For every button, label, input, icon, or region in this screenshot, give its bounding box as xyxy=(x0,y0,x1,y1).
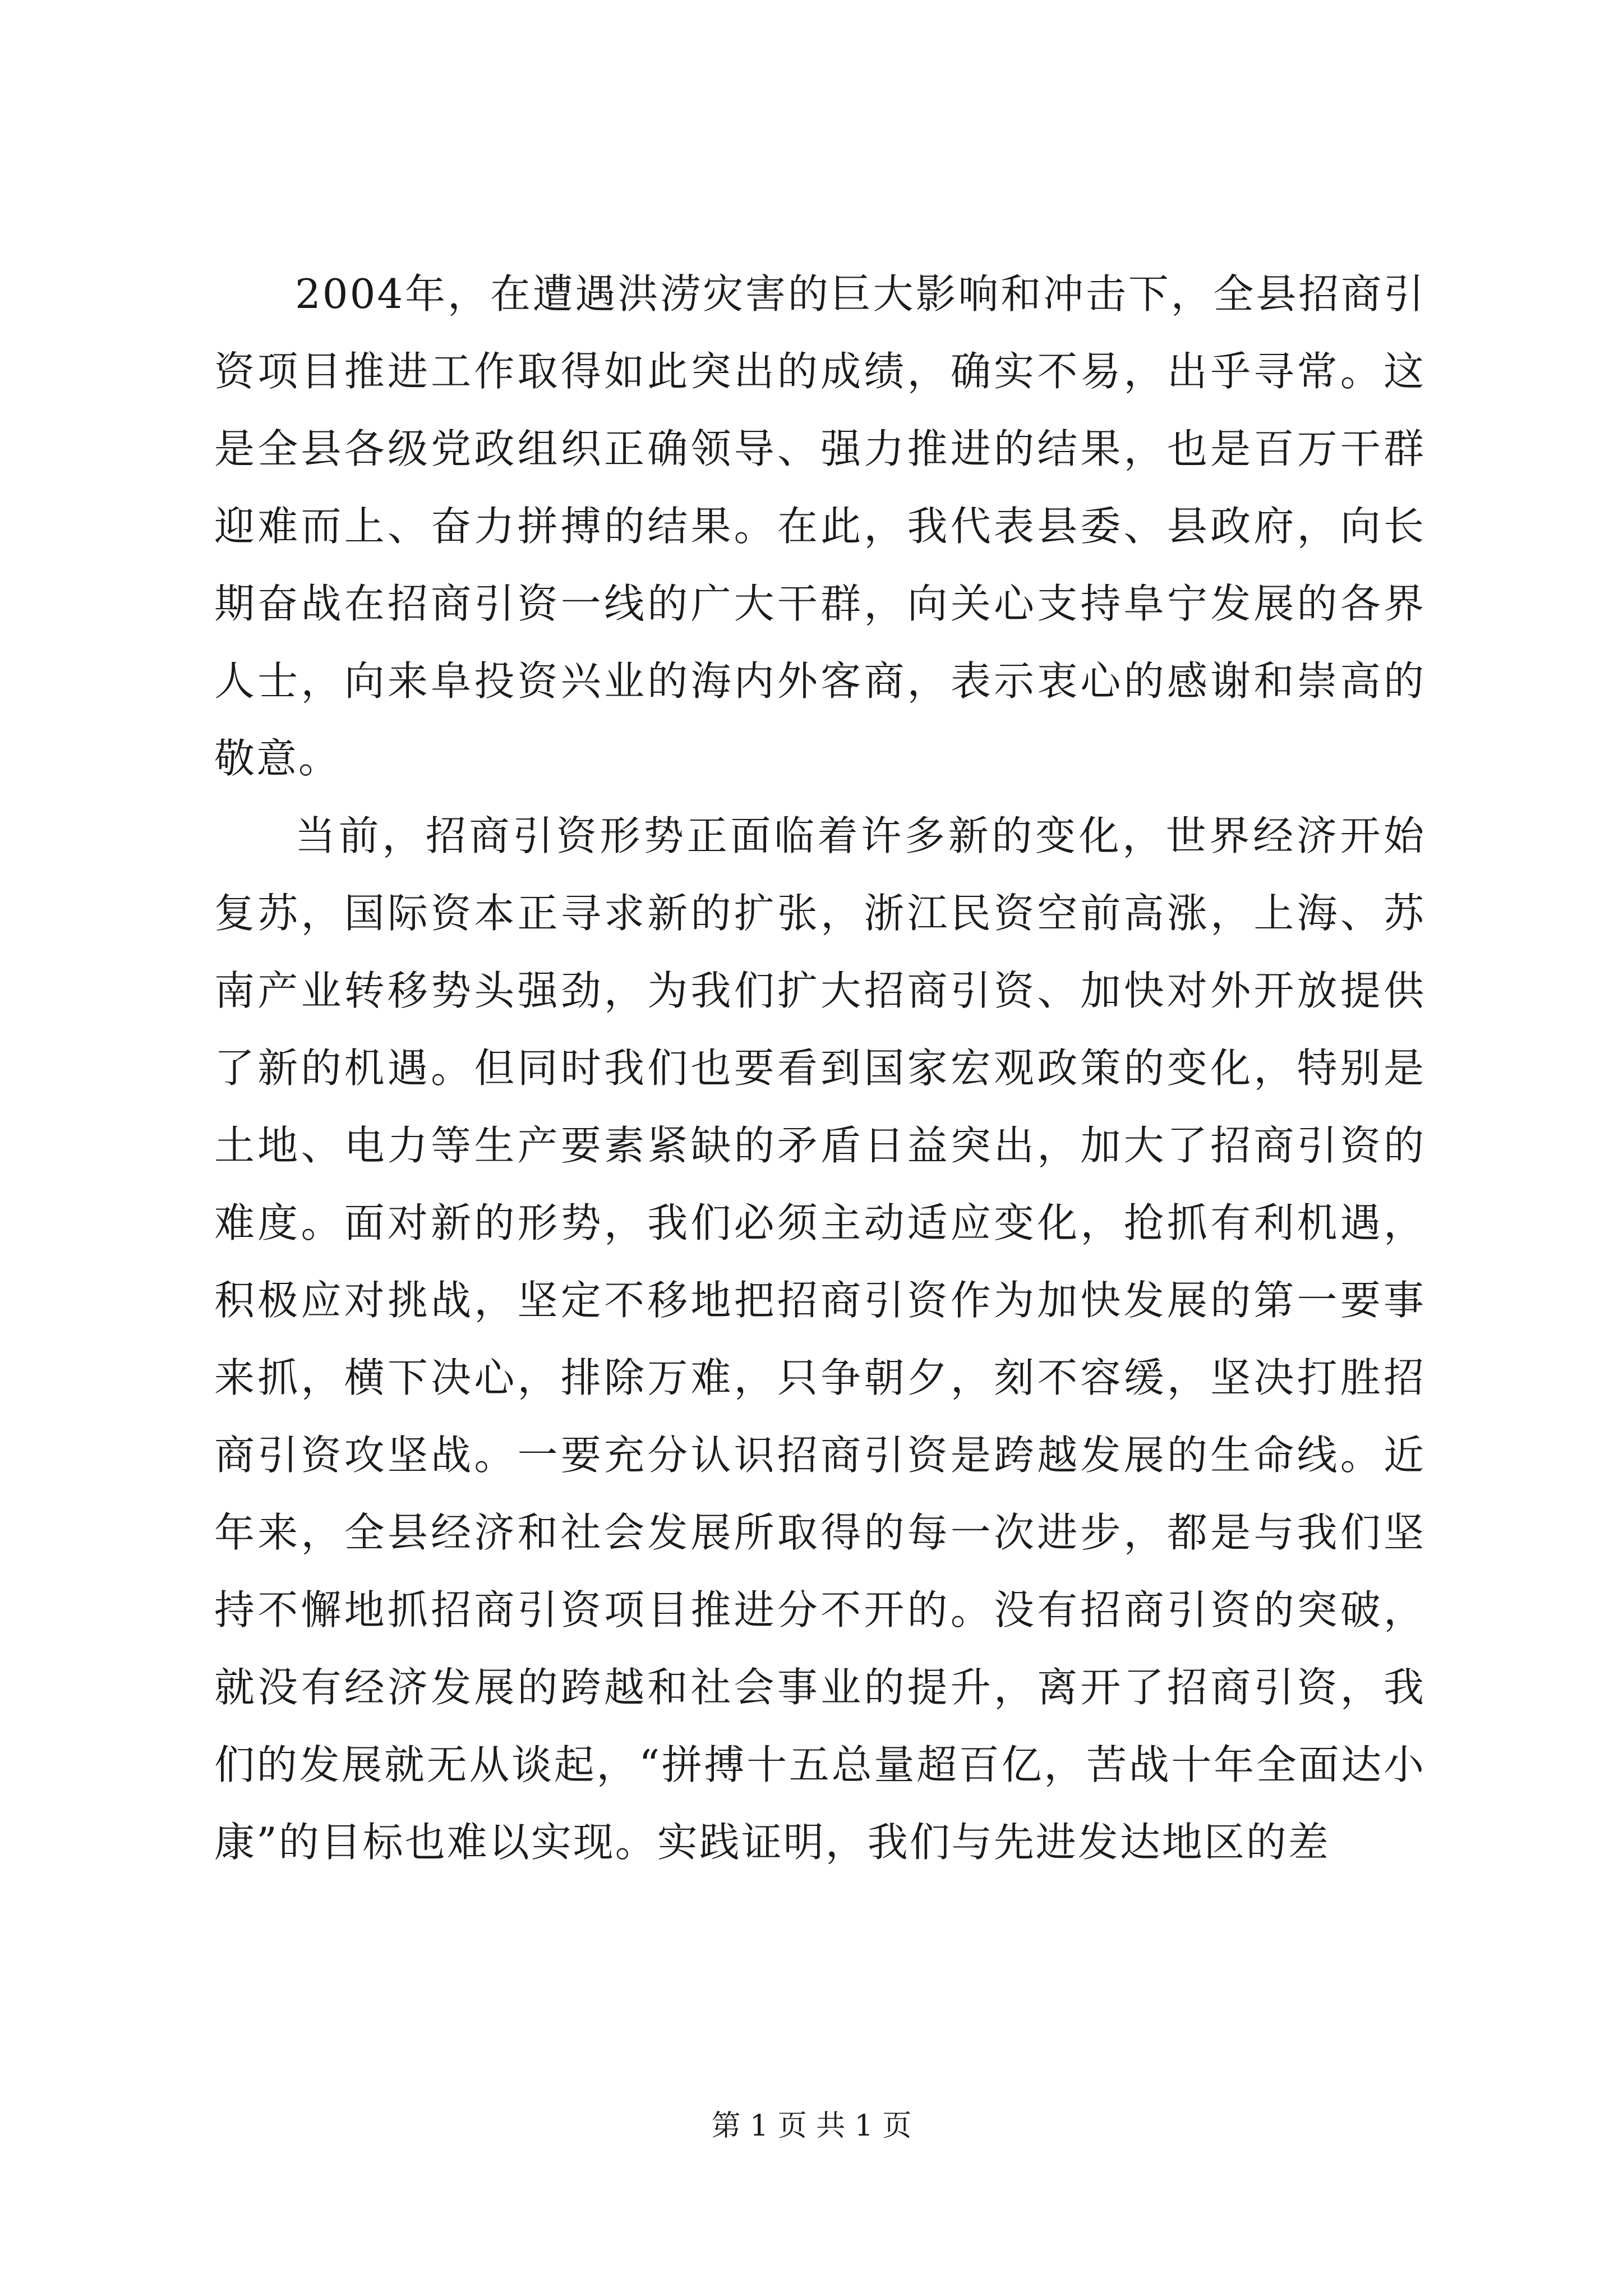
page-footer: 第 1 页 共 1 页 xyxy=(711,2109,912,2143)
paragraph-2: 当前，招商引资形势正面临着许多新的变化，世界经济开始复苏，国际资本正寻求新的扩张，浙江民资空前高涨，上海、苏南产业转移势头强劲，为我们扩大招商引资、加快对外开放提供了新的机遇。但同时我们也要看到国家宏观政策的变化，特别是土地、电力等生产要素紧缺的矛盾日益突出，加大了招商引资的难度。面对新的形势，我们必须主动适应变化，抢抓有利机遇，积极应对挑战，坚定不移地把招商引资作为加快发展的第一要事来抓，横下决心，排除万难，只争朝夕，刻不容缓，坚决打胜招商引资攻坚战。一要充分认识招商引资是跨越发展的生命线。近年来，全县经济和社会发展所取得的每一次进步，都是与我们坚持不懈地抓招商引资项目推进分不开的。没有招商引资的突破，就没有经济发展的跨越和社会事业的提升，离开了招商引资，我们的发展就无从谈起，“拼搏十五总量超百亿，苦战十年全面达小康”的目标也难以实现。实践证明，我们与先进发达地区的差 xyxy=(214,812,1426,1866)
paragraph-1: 2004年，在遭遇洪涝灾害的巨大影响和冲击下，全县招商引资项目推进工作取得如此突出的成绩，确实不易，出乎寻常。这是全县各级党政组织正确领导、强力推进的结果，也是百万干群迎难而上、奋力拼搏的结果。在此，我代表县委、县政府，向长期奋战在招商引资一线的广大干群，向关心支持阜宁发展的各界人士，向来阜投资兴业的海内外客商，表示衷心的感谢和崇高的敬意。 xyxy=(214,270,1426,782)
document-body xyxy=(214,255,1426,1881)
